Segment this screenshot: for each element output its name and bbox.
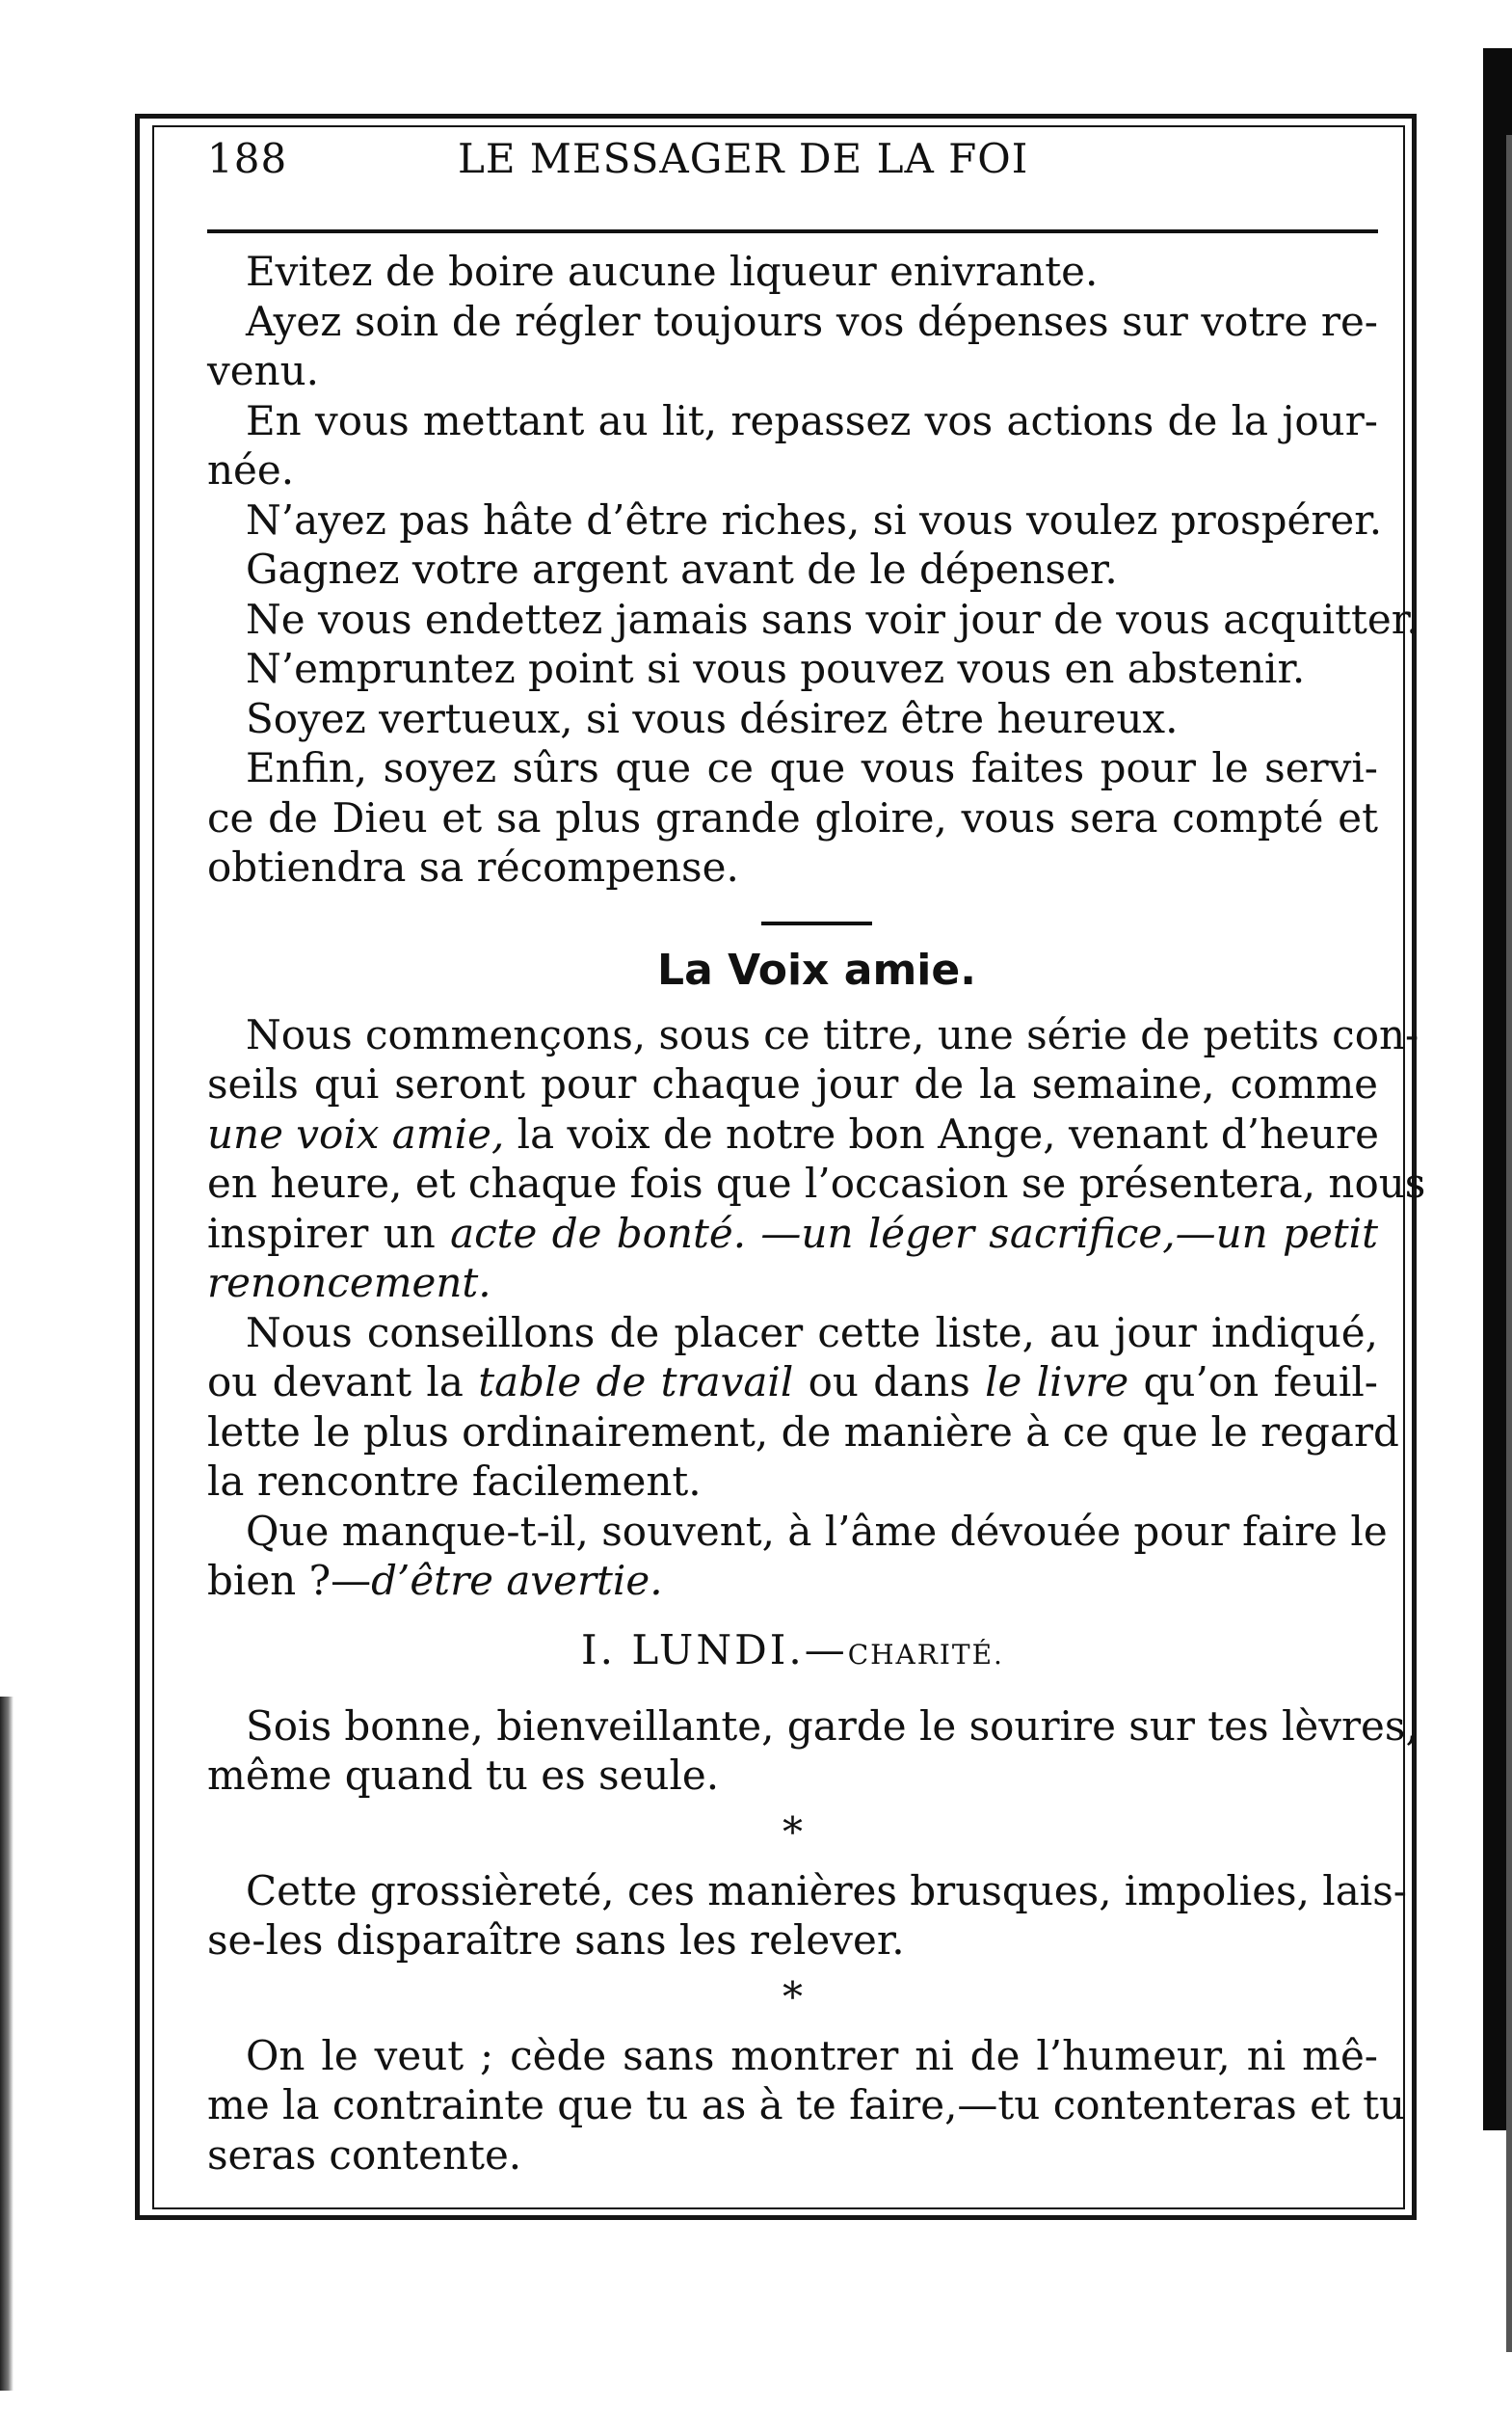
maxim-line: Ayez soin de régler toujours vos dépenses sur votre re- [246,297,1378,345]
paragraph-line: Nous conseillons de placer cette liste, au jour indiqué, [246,1308,1378,1356]
paragraph-line: inspirer un acte de bonté. —un léger sacrifice,—un petit [207,1209,1378,1257]
advice-line: se-les disparaître sans les relever. [207,1916,905,1964]
paragraph-line: Nous commençons, sous ce titre, une série de petits con- [246,1010,1419,1058]
advice-block-2 [207,1866,1407,1966]
page-content [207,135,1426,2180]
question-paragraph [207,1507,1388,1606]
page-number: 188 [207,135,288,182]
maxim-line: obtiendra sa récompense. [207,843,739,891]
advice-line: seras contente. [207,2130,522,2179]
paragraph-line [207,1258,1378,1308]
left-edge-shadow [0,1697,13,2391]
maxim-line: En vous mettant au lit, repassez vos actions de la jour- [246,396,1378,444]
advice-block-3 [207,2031,1406,2180]
maxim-line: Ne vous endettez jamais sans voir jour de vous acquitter. [246,595,1419,643]
italic-phrase: renoncement. [207,1259,491,1306]
maxim-line: Gagnez votre argent avant de le dépenser. [246,546,1118,593]
maxim-line: ce de Dieu et sa plus grande gloire, vous sera compté et [207,793,1378,842]
maxim-line: Evitez de boire aucune liqueur enivrante. [246,248,1099,295]
paragraph-line: une voix amie, la voix de notre bon Ange, venant d’heure [207,1110,1380,1158]
paragraph-line: bien ?—d’être avertie. [207,1557,663,1604]
italic-phrase: d’être avertie. [371,1557,663,1604]
italic-phrase: une voix amie, [207,1110,505,1158]
page-edge-shadow [1506,135,1512,2352]
maxim-line: venu. [207,347,320,394]
day-heading: I. LUNDI.—CHARITÉ. [581,1625,1004,1673]
section-divider [761,922,872,925]
italic-phrase: table de travail [478,1358,794,1405]
asterism-star: * [783,1972,803,2020]
paragraph-line: Que manque-t-il, souvent, à l’âme dévouée pour faire le [246,1507,1388,1555]
paragraph-line: la rencontre facilement. [207,1458,702,1505]
paragraph-line: lette le plus ordinairement, de manière à ce que le regard [207,1407,1399,1456]
maxim-line: Soyez vertueux, si vous désirez être heureux. [246,694,1179,742]
advice-line: même quand tu es seule. [207,1752,720,1799]
paragraph-line: en heure, et chaque fois que l’occasion se présentera, nous [207,1160,1426,1207]
advice-line: Sois bonne, bienveillante, garde le sourire sur tes lèvres, [246,1701,1419,1750]
paragraph-line: ou devant la table de travail ou dans le livre qu’on feuil- [207,1358,1378,1405]
maxim-line: N’ayez pas hâte d’être riches, si vous voulez prospérer. [246,495,1383,544]
maxim-line: Enfin, soyez sûrs que ce que vous faites pour le servi- [246,744,1378,791]
italic-phrase: acte de bonté. —un léger sacrifice,—un petit [450,1209,1378,1257]
maxim-line: née. [207,446,295,494]
section-title: La Voix amie. [657,945,976,995]
intro-paragraph [207,1010,1426,1308]
running-head [207,135,1378,202]
placement-paragraph [207,1308,1399,1507]
advice-line: On le veut ; cède sans montrer ni de l’humeur, ni mê- [246,2031,1378,2079]
maxim-line: N’empruntez point si vous pouvez vous en abstenir. [246,645,1306,692]
paragraph-line: seils qui seront pour chaque jour de la semaine, comme [207,1060,1378,1108]
day-theme: CHARITÉ. [847,1638,1004,1671]
advice-line: me la contrainte que tu as à te faire,—tu contenteras et tu [207,2081,1406,2128]
advice-block-1 [207,1701,1419,1801]
header-rule [207,229,1378,233]
asterism-star: * [783,1807,803,1856]
advice-line: Cette grossièreté, ces manières brusques, impolies, lais- [246,1866,1407,1914]
running-title: LE MESSAGER DE LA FOI [458,135,1029,182]
italic-phrase: le livre [985,1358,1129,1405]
maxims-block [207,247,1419,893]
